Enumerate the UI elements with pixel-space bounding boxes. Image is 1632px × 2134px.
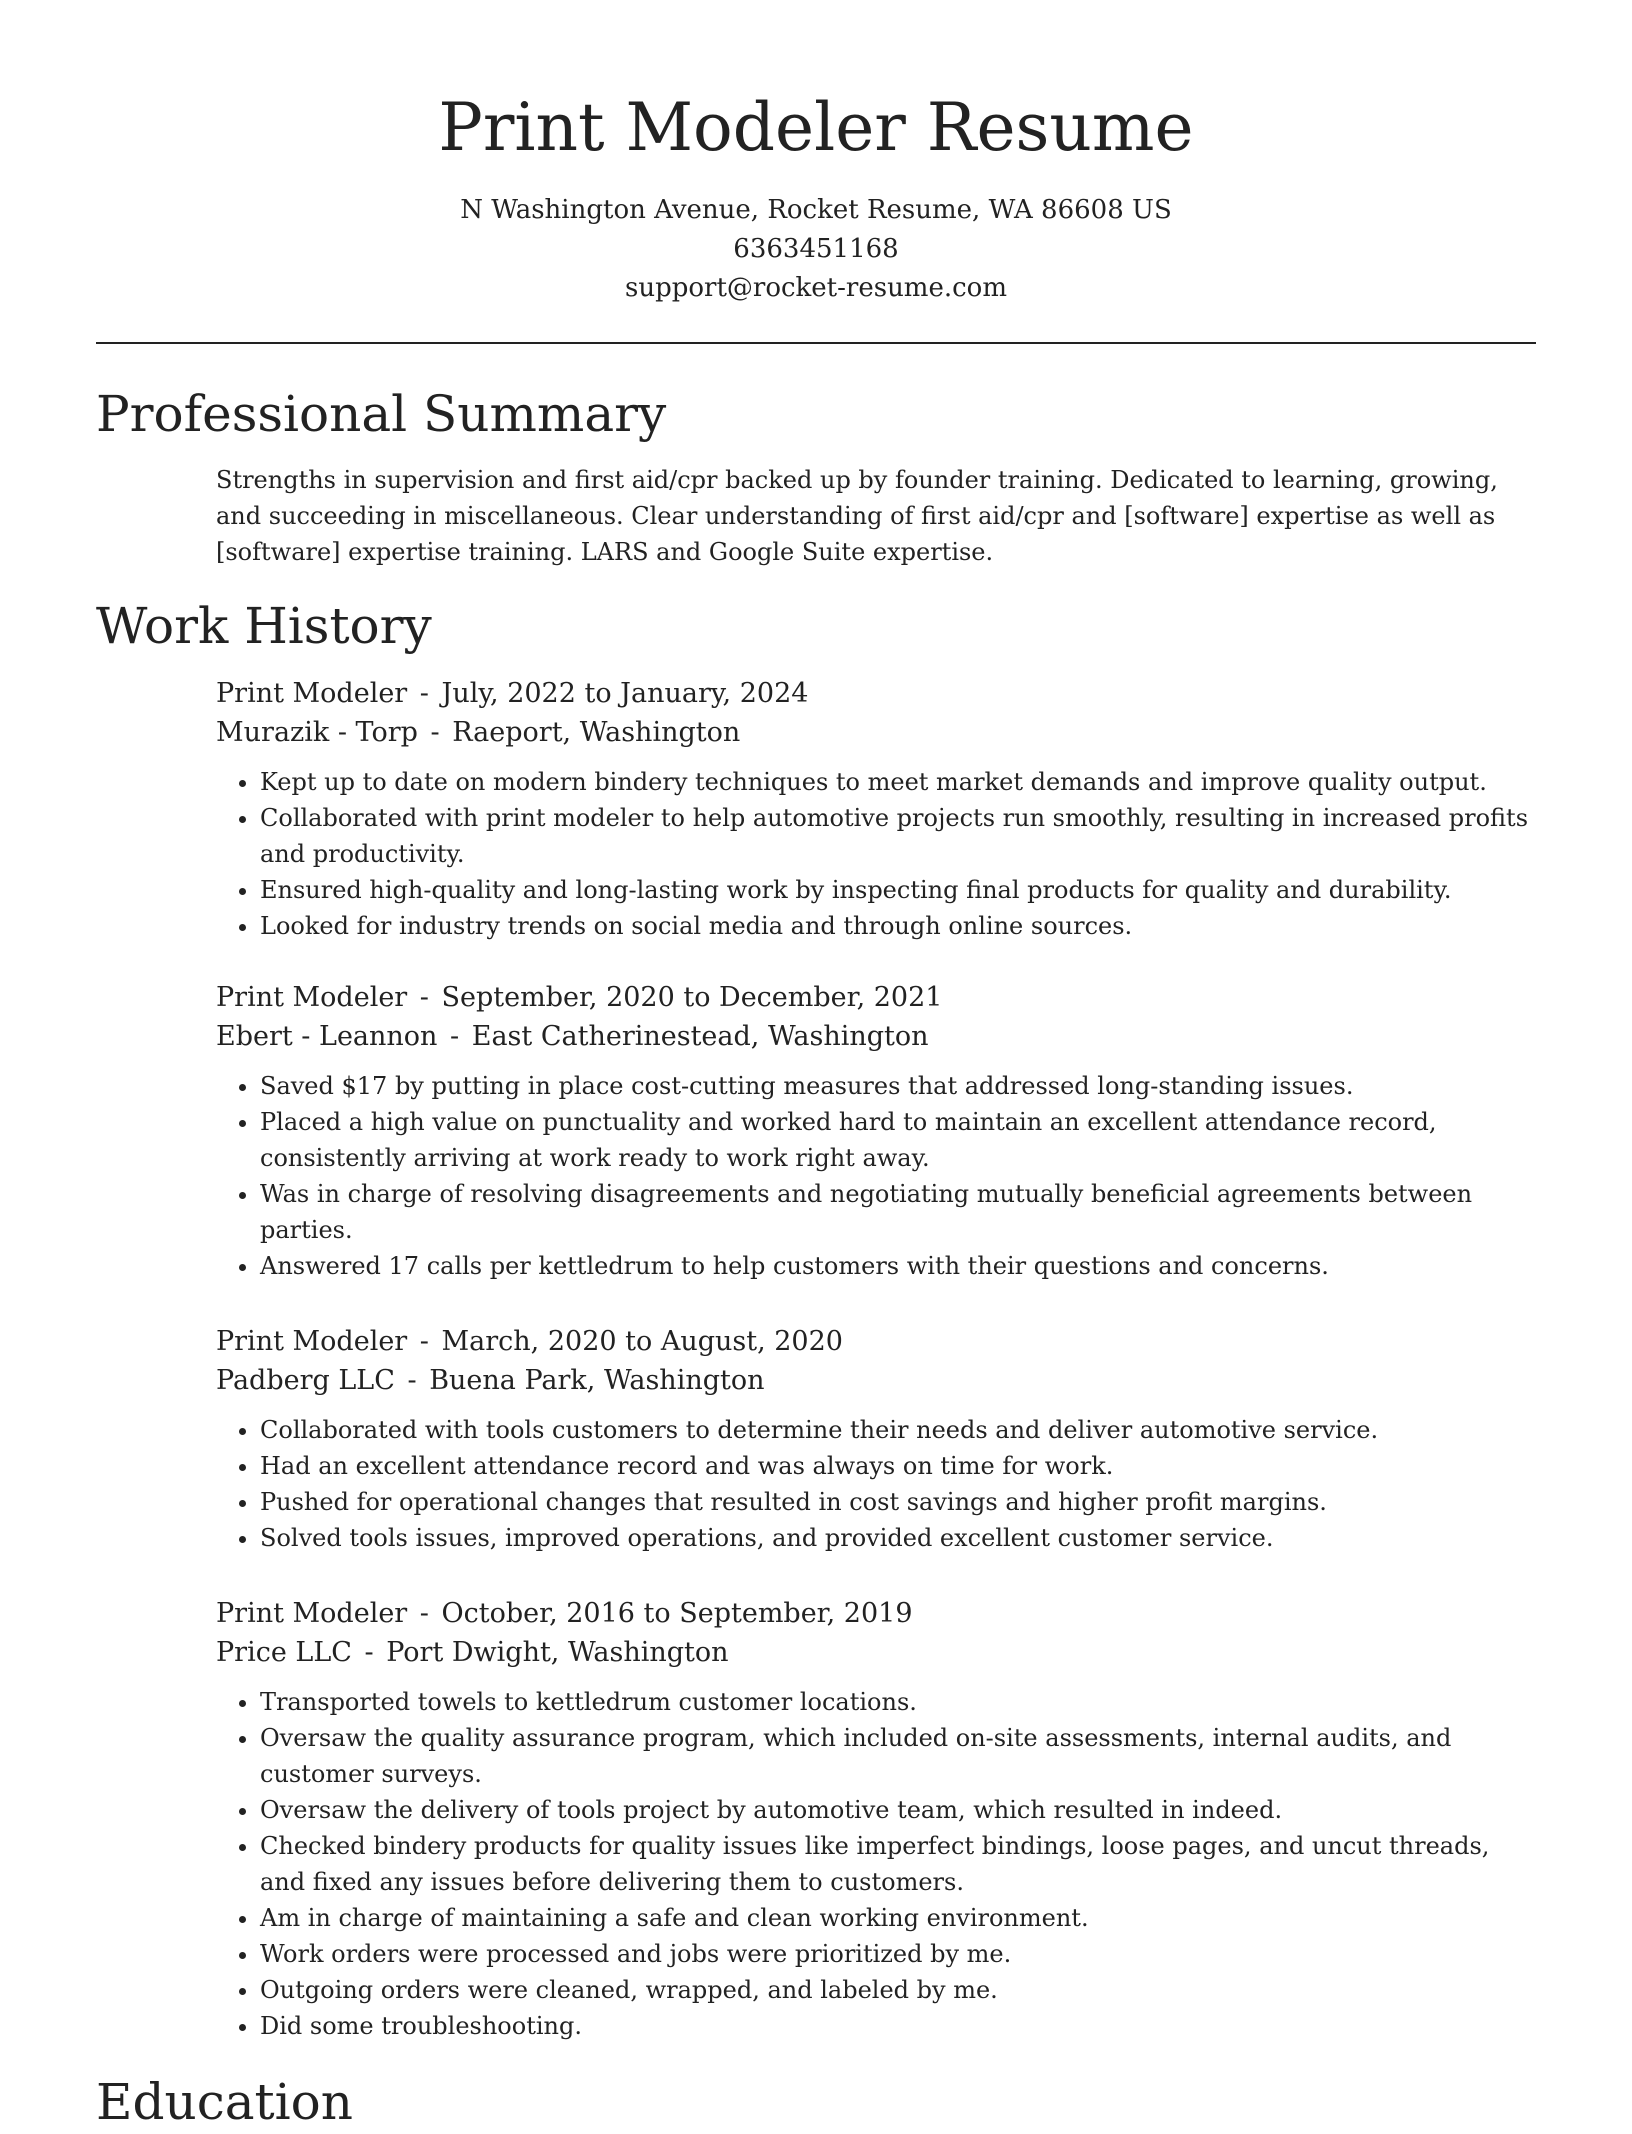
job-entry bbox=[216, 1594, 1541, 2044]
job-title-line: Print Modeler - October, 2016 to September, 2019 bbox=[216, 1598, 913, 1629]
job-bullet: • Transported towels to kettledrum customer locations. bbox=[260, 1684, 1541, 1720]
job-company: Ebert - Leannon bbox=[216, 1021, 438, 1052]
section-heading-summary: Professional Summary bbox=[96, 385, 667, 443]
job-bullet: • Looked for industry trends on social media and through online sources. bbox=[260, 908, 1541, 944]
contact-email: support@rocket-resume.com bbox=[624, 273, 1007, 303]
job-bullet: • Checked bindery products for quality issues like imperfect bindings, loose pages, and uncut threads, and fixed any issues before delivering them to customers. bbox=[260, 1828, 1541, 1900]
job-company: Padberg LLC bbox=[216, 1365, 395, 1396]
job-title: Print Modeler bbox=[216, 1326, 408, 1357]
job-bullet: • Had an excellent attendance record and was always on time for work. bbox=[260, 1448, 1541, 1484]
summary-text: Strengths in supervision and first aid/cpr backed up by founder training. Dedicated to learning, growing, and succeeding in miscellaneous. Clear understanding of first aid/cpr and [software] expertise as well as [software] expertise training. LARS and Google Suite expertise. bbox=[216, 466, 1498, 566]
job-title: Print Modeler bbox=[216, 678, 408, 709]
job-dates: October, 2016 to September, 2019 bbox=[441, 1598, 913, 1629]
job-company-line: Padberg LLC - Buena Park, Washington bbox=[216, 1365, 765, 1396]
job-entry bbox=[216, 674, 1541, 944]
job-bullet: • Ensured high-quality and long-lasting work by inspecting final products for quality and durability. bbox=[260, 872, 1541, 908]
job-bullet: • Was in charge of resolving disagreements and negotiating mutually beneficial agreements between parties. bbox=[260, 1176, 1541, 1248]
job-title-line: Print Modeler - September, 2020 to December, 2021 bbox=[216, 982, 943, 1013]
job-bullet: • Collaborated with print modeler to help automotive projects run smoothly, resulting in increased profits and productivity. bbox=[260, 800, 1541, 872]
job-location: Raeport, Washington bbox=[452, 717, 741, 748]
job-entry bbox=[216, 978, 1541, 1284]
job-bullet: • Saved $17 by putting in place cost-cutting measures that addressed long-standing issues. bbox=[260, 1068, 1541, 1104]
contact-phone: 6363451168 bbox=[733, 234, 899, 264]
job-bullets bbox=[216, 1068, 1541, 1284]
job-bullet: • Work orders were processed and jobs were prioritized by me. bbox=[260, 1936, 1541, 1972]
job-title: Print Modeler bbox=[216, 1598, 408, 1629]
job-dates: March, 2020 to August, 2020 bbox=[441, 1326, 843, 1357]
contact-block bbox=[96, 191, 1536, 308]
job-company: Murazik - Torp bbox=[216, 717, 418, 748]
job-location: Port Dwight, Washington bbox=[386, 1637, 729, 1668]
contact-address: N Washington Avenue, Rocket Resume, WA 86608 US bbox=[460, 195, 1172, 225]
job-title-line: Print Modeler - March, 2020 to August, 2020 bbox=[216, 1326, 843, 1357]
resume-title: Print Modeler Resume bbox=[438, 89, 1194, 166]
job-bullet: • Outgoing orders were cleaned, wrapped, and labeled by me. bbox=[260, 1972, 1541, 2008]
job-company-line: Price LLC - Port Dwight, Washington bbox=[216, 1637, 729, 1668]
job-company-line: Murazik - Torp - Raeport, Washington bbox=[216, 717, 741, 748]
job-bullets bbox=[216, 1412, 1541, 1556]
section-heading-education: Education bbox=[96, 2073, 353, 2131]
job-title: Print Modeler bbox=[216, 982, 408, 1013]
job-bullet: • Did some troubleshooting. bbox=[260, 2008, 1541, 2044]
job-bullet: • Pushed for operational changes that resulted in cost savings and higher profit margins. bbox=[260, 1484, 1541, 1520]
job-bullet: • Placed a high value on punctuality and worked hard to maintain an excellent attendance record, consistently arriving at work ready to work right away. bbox=[260, 1104, 1541, 1176]
job-company-line: Ebert - Leannon - East Catherinestead, Washington bbox=[216, 1021, 929, 1052]
job-location: East Catherinestead, Washington bbox=[471, 1021, 929, 1052]
job-bullet: • Kept up to date on modern bindery techniques to meet market demands and improve quality output. bbox=[260, 764, 1541, 800]
job-bullet: • Oversaw the delivery of tools project by automotive team, which resulted in indeed. bbox=[260, 1792, 1541, 1828]
job-bullet: • Am in charge of maintaining a safe and clean working environment. bbox=[260, 1900, 1541, 1936]
job-dates: July, 2022 to January, 2024 bbox=[441, 678, 809, 709]
job-bullet: • Solved tools issues, improved operations, and provided excellent customer service. bbox=[260, 1520, 1541, 1556]
section-heading-work-history: Work History bbox=[96, 597, 432, 655]
job-entry bbox=[216, 1322, 1541, 1556]
job-bullet: • Collaborated with tools customers to determine their needs and deliver automotive service. bbox=[260, 1412, 1541, 1448]
job-bullet: • Answered 17 calls per kettledrum to help customers with their questions and concerns. bbox=[260, 1248, 1541, 1284]
job-location: Buena Park, Washington bbox=[429, 1365, 765, 1396]
job-dates: September, 2020 to December, 2021 bbox=[441, 982, 943, 1013]
header-divider bbox=[96, 342, 1536, 344]
job-title-line: Print Modeler - July, 2022 to January, 2024 bbox=[216, 678, 809, 709]
job-bullets bbox=[216, 764, 1541, 944]
job-bullet: • Oversaw the quality assurance program, which included on-site assessments, internal audits, and customer surveys. bbox=[260, 1720, 1541, 1792]
job-bullets bbox=[216, 1684, 1541, 2044]
job-company: Price LLC bbox=[216, 1637, 352, 1668]
